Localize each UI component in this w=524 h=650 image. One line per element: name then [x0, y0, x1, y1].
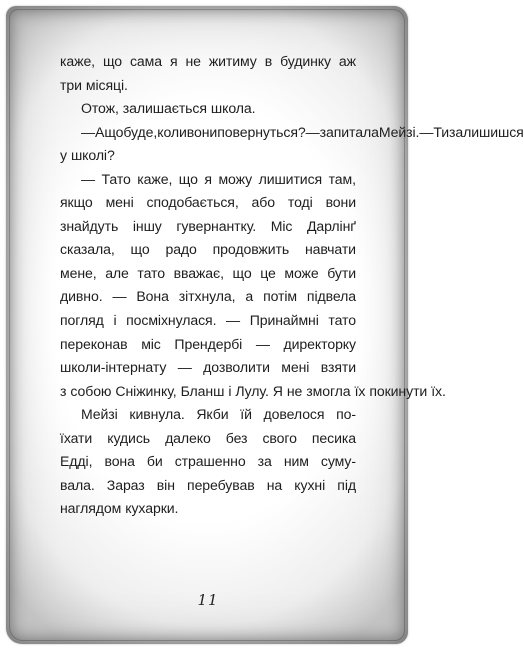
text-line: їхати кудись далеко без свого песика: [60, 429, 356, 446]
text-line: мене, але тато вважає, що це може бути: [60, 264, 356, 281]
text-line: якщо мені сподобається, або тоді вони: [60, 194, 356, 211]
text-line: переконав міс Прендербі — директорку: [60, 335, 356, 352]
text-line: вала. Зараз він перебував на кухні під: [60, 476, 356, 493]
text-line: дивно. — Вона зітхнула, а потім підвела: [60, 288, 356, 305]
text-line: з собою Сніжинку, Бланш і Лулу. Я не змогла їх покинути їх.: [60, 382, 446, 399]
text-line: — Тато каже, що я можу лишитися там,: [81, 170, 356, 187]
text-line: сказала, що радо продовжить навчати: [60, 241, 356, 258]
text-line: погляд і посміхнулася. — Принаймні тато: [60, 312, 356, 329]
page-number: 11: [197, 591, 219, 609]
text-line: три місяці.: [60, 76, 128, 93]
book-text: [60, 50, 524, 521]
text-line: Отож, залишається школа.: [81, 100, 256, 117]
text-line: знайдуть іншу гувернантку. Міс Дарлінґ: [60, 217, 356, 234]
text-line: — А що буде, коли вони повернуться? — запитала Мейзі. — Ти залишишся: [81, 123, 524, 140]
text-line: Мейзі кивнула. Якби їй довелося по-: [81, 406, 356, 423]
text-line: Едді, вона би страшенно за ним суму-: [60, 453, 356, 470]
text-line: каже, що сама я не житиму в будинку аж: [60, 53, 356, 69]
text-line: у школі?: [60, 147, 115, 164]
text-line: школи-інтернату — дозволити мені взяти: [60, 359, 356, 376]
text-line: наглядом кухарки.: [60, 500, 179, 517]
